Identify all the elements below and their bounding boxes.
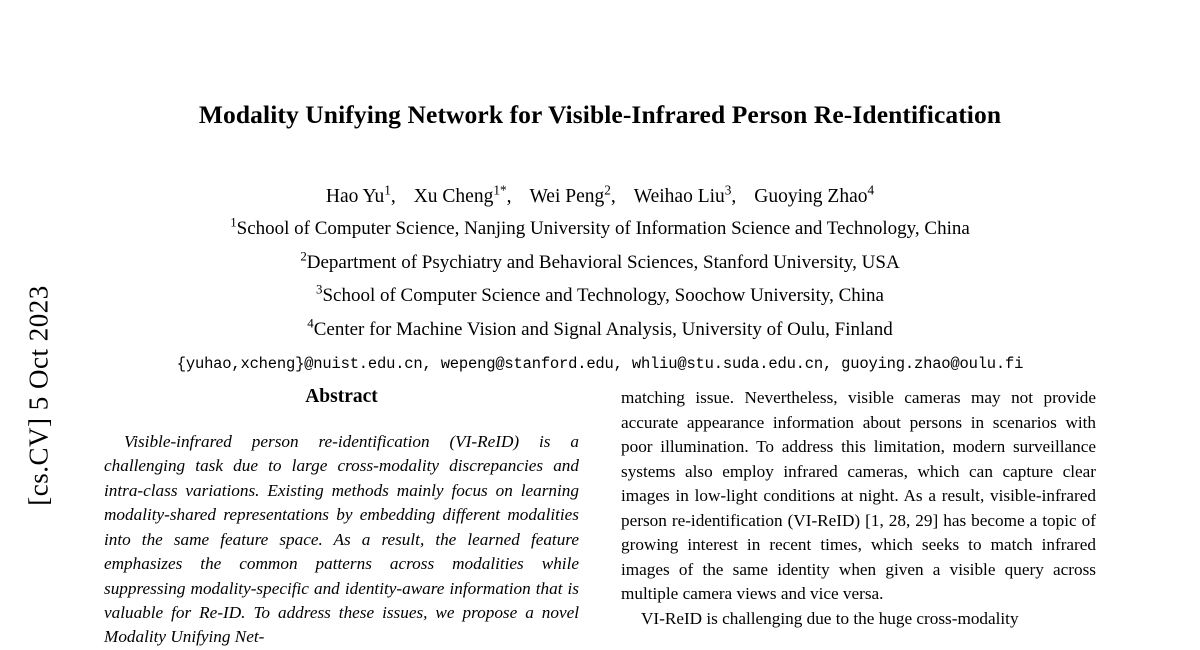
author-affiliation-marker: 4 (867, 182, 875, 198)
affiliation-line: $^1$School of Computer Science, Nanjing University of Information Science and Technology, China (230, 214, 970, 239)
paragraph: VI-ReID is challenging due to the huge cross-modality (641, 608, 1019, 628)
author-entry: Xu Cheng$^{1*}$, (413, 182, 512, 207)
affiliation-line: $^2$Department of Psychiatry and Behavioral Sciences, Stanford University, USA (300, 248, 900, 273)
abstract-text: Visible-infrared person re-identification (VI-ReID) is a challenging task due to large cross-modality discrepancies and intra-class variations. Existing methods mainly focus on learning modality-shared representations by embedding different modalities into the same feature space. As a result, the learned feature emphasizes the common patterns across modalities while suppressing modality-specific and identity-aware information that is valuable for Re-ID. To address these issues, we propose a novel Modality Unifying Net- (104, 432, 579, 647)
author-entry: Wei Peng$^2$, (529, 182, 616, 207)
left-column (104, 386, 579, 650)
page-title: Modality Unifying Network for Visible-Infrared Person Re-Identification (198, 100, 1002, 129)
arxiv-identifier-stamp: [cs.CV] 5 Oct 2023 (23, 285, 54, 506)
affiliation-marker: 4 (307, 315, 314, 331)
author-entry: Weihao Liu$^3$, (633, 182, 737, 207)
affiliation-line: $^4$Center for Machine Vision and Signal Analysis, University of Oulu, Finland (307, 315, 893, 340)
affiliation-line: $^3$School of Computer Science and Technology, Soochow University, China (316, 281, 884, 307)
author-affiliation-marker: 1 (384, 182, 391, 198)
author-list (104, 182, 1096, 209)
right-column (621, 386, 1096, 650)
affiliation-marker: 1 (230, 214, 237, 230)
author-entry: Guoying Zhao$^4$ (754, 182, 875, 207)
author-entry: Hao Yu$^1$, (325, 182, 396, 207)
paragraph: matching issue. Nevertheless, visible cameras may not provide accurate appearance information about persons in scenarios with poor illumination. To address this limitation, modern surveillance systems also employ infrared cameras, which can capture clear images in low-light conditions at night. As a result, visible-infrared person re-identification (VI-ReID) [1, 28, 29] has become a topic of growing interest in recent times, which seeks to match infrared images of the same identity when given a visible query across multiple camera views and vice versa. (621, 388, 1096, 603)
abstract-heading: Abstract (305, 386, 378, 407)
author-affiliation-marker: 3 (724, 182, 732, 198)
author-affiliation-marker: 1* (493, 182, 507, 198)
author-emails: {yuhao,xcheng}@nuist.edu.cn, wepeng@stanford.edu, whliu@stu.suda.edu.cn, guoying.zhao@oulu.fi (176, 355, 1024, 374)
author-affiliation-marker: 2 (604, 182, 611, 198)
paper-content (104, 0, 1096, 648)
affiliation-marker: 3 (316, 281, 323, 297)
two-column-body (104, 386, 1096, 650)
affiliation-marker: 2 (300, 248, 307, 264)
